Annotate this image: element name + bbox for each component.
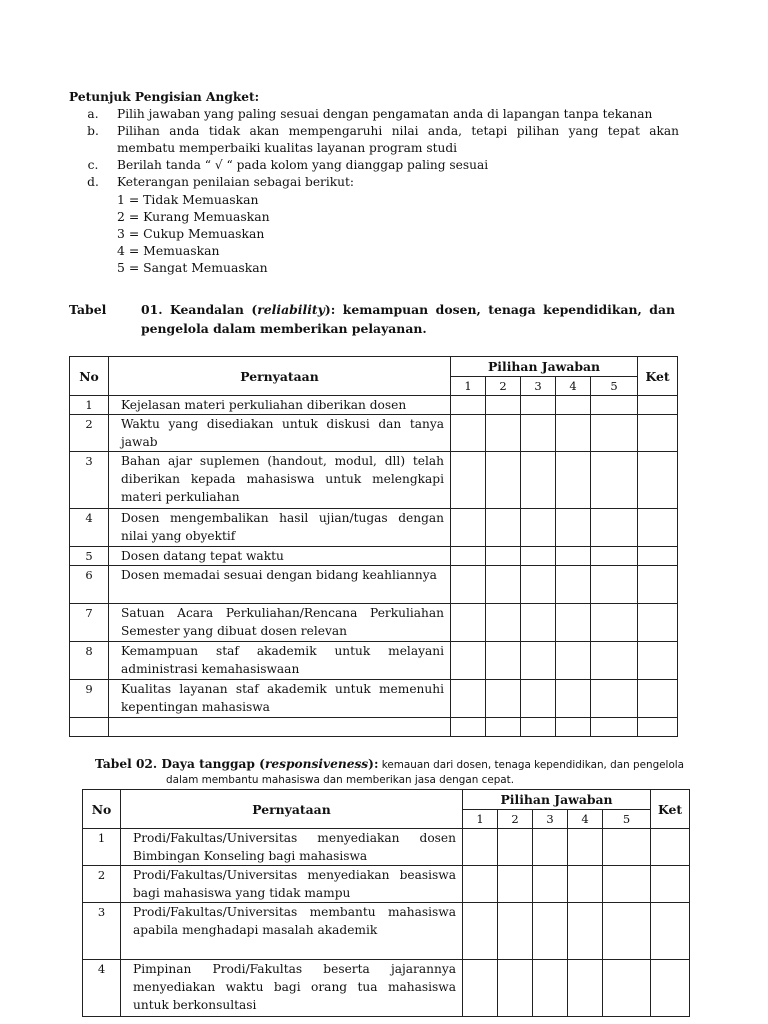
notes-cell[interactable] (638, 452, 678, 509)
answer-cell-2[interactable] (486, 547, 521, 566)
answer-cell-1[interactable] (451, 566, 486, 604)
instruction-text: Pilihan anda tidak akan mempengaruhi nilai anda, tetapi pilihan yang tepat akan membatu memperbaiki kualitas layanan program studi (117, 124, 679, 155)
notes-column-header: Ket (651, 790, 690, 829)
reliability-table (69, 356, 678, 737)
notes-cell[interactable] (638, 509, 678, 547)
answer-cell-4[interactable] (556, 509, 591, 547)
answer-cell-4[interactable] (556, 415, 591, 452)
answer-cell-3[interactable] (533, 903, 568, 960)
instruction-item (69, 123, 679, 157)
notes-cell[interactable] (638, 396, 678, 415)
rating-scale-item: 3 = Cukup Memuaskan (117, 226, 265, 241)
statement-text: Dosen memadai sesuai dengan bidang keahliannya (109, 566, 451, 604)
option-header-5: 5 (603, 810, 651, 829)
option-header-4: 4 (556, 377, 591, 396)
rating-scale-item: 2 = Kurang Memuaskan (117, 209, 270, 224)
answer-cell-3[interactable] (521, 718, 556, 737)
no-column-header: No (83, 790, 121, 829)
instruction-item (69, 174, 679, 191)
table1-caption-start: 01. Keandalan ( (141, 302, 258, 317)
answer-cell-2[interactable] (498, 829, 533, 866)
answer-cell-2[interactable] (486, 680, 521, 718)
option-header-5: 5 (591, 377, 638, 396)
answer-cell-2[interactable] (486, 415, 521, 452)
notes-cell[interactable] (651, 866, 690, 903)
table-row (70, 680, 678, 718)
instruction-item (69, 106, 679, 123)
notes-cell[interactable] (638, 566, 678, 604)
answer-cell-3[interactable] (521, 547, 556, 566)
answer-cell-3[interactable] (521, 566, 556, 604)
statement-text: Waktu yang disediakan untuk diskusi dan tanya jawab (109, 415, 451, 452)
answer-cell-2[interactable] (498, 903, 533, 960)
answer-cell-1[interactable] (451, 396, 486, 415)
table1-caption-line2: pengelola dalam memberikan pelayanan. (141, 321, 427, 336)
table1-label: Tabel (69, 302, 107, 317)
answer-cell-4[interactable] (556, 396, 591, 415)
statement-text: Kualitas layanan staf akademik untuk memenuhi kepentingan mahasiswa (109, 680, 451, 718)
answer-cell-2[interactable] (486, 642, 521, 680)
answer-cell-3[interactable] (521, 396, 556, 415)
notes-cell[interactable] (638, 642, 678, 680)
answer-cell-3[interactable] (521, 680, 556, 718)
row-number: 8 (70, 642, 109, 680)
notes-cell[interactable] (638, 680, 678, 718)
instruction-text: Keterangan penilaian sebagai berikut: (117, 175, 354, 189)
statement-text: Satuan Acara Perkuliahan/Rencana Perkuliahan Semester yang dibuat dosen relevan (109, 604, 451, 642)
notes-cell[interactable] (638, 547, 678, 566)
answer-cell-1[interactable] (463, 866, 498, 903)
statement-text: Bahan ajar suplemen (handout, modul, dll) telah diberikan kepada mahasiswa untuk melengkapi materi perkuliahan (109, 452, 451, 509)
answer-cell-1[interactable] (451, 509, 486, 547)
statement-text: Prodi/Fakultas/Universitas menyediakan beasiswa bagi mahasiswa yang tidak mampu (121, 866, 463, 903)
statement-text: Prodi/Fakultas/Universitas membantu mahasiswa apabila menghadapi masalah akademik (121, 903, 463, 960)
table-row (83, 866, 690, 903)
row-number: 6 (70, 566, 109, 604)
answer-cell-3[interactable] (533, 866, 568, 903)
no-column-header: No (70, 357, 109, 396)
row-number: 3 (70, 452, 109, 509)
option-header-1: 1 (463, 810, 498, 829)
table2-caption-rest: kemauan dari dosen, tenaga kependidikan, dan pengelola (378, 759, 685, 771)
answer-cell-2[interactable] (486, 604, 521, 642)
row-number (70, 718, 109, 737)
table1-caption-end: ): kemampuan dosen, tenaga kependidikan, dan (324, 302, 676, 317)
answer-cell-5[interactable] (591, 396, 638, 415)
instructions-section (69, 88, 679, 276)
table-row (70, 396, 678, 415)
answer-cell-5[interactable] (591, 509, 638, 547)
table1-caption-term: reliability (257, 302, 325, 317)
rating-scale-item: 4 = Memuaskan (117, 243, 220, 258)
notes-cell[interactable] (651, 829, 690, 866)
instruction-letter: a. (87, 107, 99, 121)
answer-cell-2[interactable] (486, 452, 521, 509)
answer-cell-5[interactable] (603, 829, 651, 866)
answer-cell-4[interactable] (568, 829, 603, 866)
answer-cell-4[interactable] (556, 718, 591, 737)
answer-cell-5[interactable] (591, 604, 638, 642)
answer-cell-4[interactable] (556, 642, 591, 680)
answer-cell-3[interactable] (521, 452, 556, 509)
answer-cell-5[interactable] (603, 866, 651, 903)
statement-text: Dosen mengembalikan hasil ujian/tugas dengan nilai yang obyektif (109, 509, 451, 547)
table2-caption (95, 756, 685, 787)
option-header-3: 3 (533, 810, 568, 829)
answer-cell-4[interactable] (568, 960, 603, 1017)
table2-caption-colon: ): (368, 757, 379, 771)
row-number: 4 (70, 509, 109, 547)
answer-cell-1[interactable] (451, 452, 486, 509)
row-number: 1 (83, 829, 121, 866)
notes-column-header: Ket (638, 357, 678, 396)
answer-cell-3[interactable] (533, 960, 568, 1017)
answer-cell-3[interactable] (521, 509, 556, 547)
answer-cell-4[interactable] (568, 866, 603, 903)
answer-cell-3[interactable] (533, 829, 568, 866)
answer-cell-4[interactable] (556, 547, 591, 566)
answer-cell-4[interactable] (556, 566, 591, 604)
instruction-item (69, 157, 679, 174)
row-number: 7 (70, 604, 109, 642)
answer-choice-header: Pilihan Jawaban (463, 790, 651, 810)
instruction-text: Berilah tanda “ √ “ pada kolom yang dianggap paling sesuai (117, 158, 489, 172)
answer-cell-2[interactable] (486, 509, 521, 547)
answer-cell-1[interactable] (463, 903, 498, 960)
answer-cell-4[interactable] (568, 903, 603, 960)
table-row (70, 604, 678, 642)
statement-text (109, 718, 451, 737)
answer-cell-4[interactable] (556, 452, 591, 509)
statement-column-header: Pernyataan (109, 357, 451, 396)
table-row (83, 829, 690, 866)
option-header-2: 2 (486, 377, 521, 396)
table-row (70, 547, 678, 566)
table-row (70, 642, 678, 680)
answer-cell-2[interactable] (486, 396, 521, 415)
answer-choice-header: Pilihan Jawaban (451, 357, 638, 377)
notes-cell[interactable] (638, 415, 678, 452)
table-row (83, 960, 690, 1017)
statement-text: Prodi/Fakultas/Universitas menyediakan dosen Bimbingan Konseling bagi mahasiswa (121, 829, 463, 866)
answer-cell-2[interactable] (498, 960, 533, 1017)
responsiveness-table (82, 789, 690, 1017)
answer-cell-5[interactable] (591, 566, 638, 604)
answer-cell-1[interactable] (451, 680, 486, 718)
table-row (70, 509, 678, 547)
answer-cell-5[interactable] (603, 903, 651, 960)
row-number: 2 (83, 866, 121, 903)
instruction-letter: c. (87, 158, 99, 172)
rating-scale-item: 5 = Sangat Memuaskan (117, 260, 268, 275)
statement-text: Kejelasan materi perkuliahan diberikan dosen (109, 396, 451, 415)
table2-caption-term: responsiveness (264, 757, 369, 771)
notes-cell[interactable] (651, 960, 690, 1017)
notes-cell[interactable] (638, 604, 678, 642)
answer-cell-4[interactable] (556, 604, 591, 642)
answer-cell-1[interactable] (451, 604, 486, 642)
answer-cell-1[interactable] (451, 415, 486, 452)
row-number: 1 (70, 396, 109, 415)
answer-cell-3[interactable] (521, 642, 556, 680)
row-number: 5 (70, 547, 109, 566)
answer-cell-1[interactable] (463, 960, 498, 1017)
instruction-text: Pilih jawaban yang paling sesuai dengan pengamatan anda di lapangan tanpa tekanan (117, 107, 653, 121)
table2-caption-start: Tabel 02. Daya tanggap ( (95, 757, 265, 771)
statement-text: Kemampuan staf akademik untuk melayani administrasi kemahasiswaan (109, 642, 451, 680)
answer-cell-5[interactable] (591, 718, 638, 737)
instructions-title: Petunjuk Pengisian Angket: (69, 90, 260, 104)
option-header-4: 4 (568, 810, 603, 829)
table2-caption-line2: dalam membantu mahasiswa dan memberikan jasa dengan cepat. (166, 774, 515, 786)
answer-cell-2[interactable] (486, 566, 521, 604)
answer-cell-3[interactable] (521, 604, 556, 642)
answer-cell-1[interactable] (451, 642, 486, 680)
answer-cell-1[interactable] (463, 829, 498, 866)
statement-text: Dosen datang tepat waktu (109, 547, 451, 566)
notes-cell[interactable] (651, 903, 690, 960)
notes-cell[interactable] (638, 718, 678, 737)
row-number: 9 (70, 680, 109, 718)
option-header-2: 2 (498, 810, 533, 829)
option-header-1: 1 (451, 377, 486, 396)
instruction-letter: b. (87, 124, 99, 138)
answer-cell-1[interactable] (451, 718, 486, 737)
rating-scale-item: 1 = Tidak Memuaskan (117, 192, 259, 207)
table1-caption (69, 300, 675, 338)
table-row (70, 566, 678, 604)
answer-cell-5[interactable] (591, 452, 638, 509)
answer-cell-2[interactable] (486, 718, 521, 737)
answer-cell-3[interactable] (521, 415, 556, 452)
row-number: 2 (70, 415, 109, 452)
statement-text: Pimpinan Prodi/Fakultas beserta jajarannya menyediakan waktu bagi orang tua mahasiswa untuk berkonsultasi (121, 960, 463, 1017)
row-number: 3 (83, 903, 121, 960)
answer-cell-1[interactable] (451, 547, 486, 566)
answer-cell-5[interactable] (591, 415, 638, 452)
table-row (70, 452, 678, 509)
answer-cell-5[interactable] (591, 642, 638, 680)
answer-cell-4[interactable] (556, 680, 591, 718)
instruction-letter: d. (87, 175, 99, 189)
row-number: 4 (83, 960, 121, 1017)
answer-cell-2[interactable] (498, 866, 533, 903)
option-header-3: 3 (521, 377, 556, 396)
answer-cell-5[interactable] (591, 547, 638, 566)
answer-cell-5[interactable] (591, 680, 638, 718)
table-row (83, 903, 690, 960)
statement-column-header: Pernyataan (121, 790, 463, 829)
answer-cell-5[interactable] (603, 960, 651, 1017)
table-row (70, 415, 678, 452)
table-row (70, 718, 678, 737)
